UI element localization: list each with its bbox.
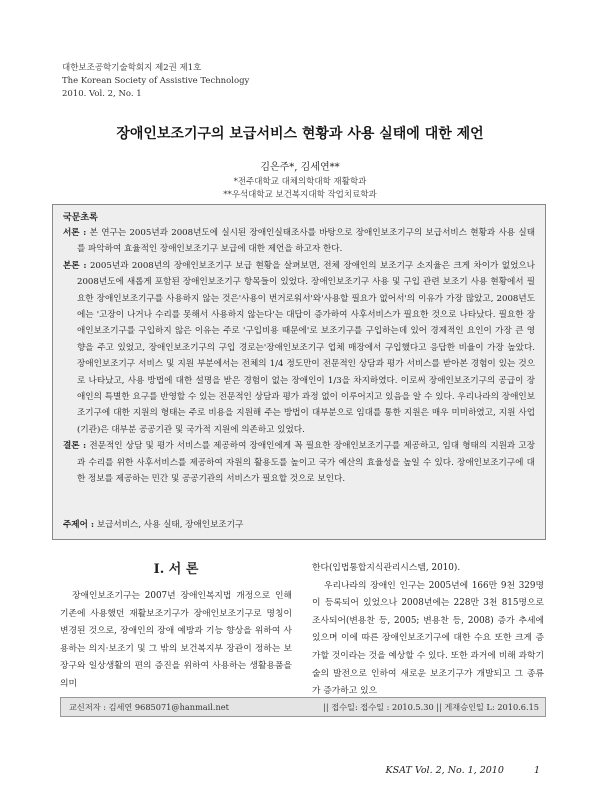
abstract-intro-text: 본 연구는 2005년과 2008년도에 실시된 장애인실태조사를 바탕으로 장애인보조기구의 보급서비스 현황과 사용 실태를 파악하여 효율적인 장애인보조기구 보급에 대한 제언을 하고자 한다.	[77, 228, 535, 255]
affiliation-1: *전주대학교 대체의학대학 재활학과	[233, 177, 367, 187]
abstract-intro	[63, 225, 535, 258]
abstract-intro-label: 서론 :	[63, 228, 87, 238]
abstract-conclusion-label: 결론 :	[63, 441, 87, 452]
abstract-box	[52, 204, 546, 540]
abstract-body-label: 본론 :	[63, 260, 87, 271]
journal-name-ko: 대한보조공학기술학회지 제2권 제1호	[62, 63, 202, 73]
intro-column-left	[60, 560, 292, 694]
journal-name-en: The Korean Society of Assistive Technology	[62, 76, 250, 86]
abstract-heading: 국문초록	[63, 213, 98, 223]
corresponding-author: 교신저자 : 김세연 9685071@hanmail.net	[69, 702, 229, 712]
journal-header	[62, 62, 249, 101]
abstract-body	[63, 258, 535, 438]
abstract-conclusion-text: 전문적인 상담 및 평가 서비스를 제공하여 장애인에게 꼭 필요한 장애인보조기구를 제공하고, 임대 형태의 지원과 고장과 수리를 위한 사후서비스를 제공하여 자원의 활용도를 높이고 국가 예산의 효율성을 높일 수 있다. 장애인보조기구에 대한 정보를 제공하는 민간 및 공공기관의 서비스가 필요할 것으로 보인다.	[77, 441, 535, 485]
affiliation-2: **우석대학교 보건복지대학 작업치료학과	[223, 190, 377, 200]
journal-citation: KSAT Vol. 2, No. 1, 2010	[385, 765, 504, 776]
correspondence-box	[60, 697, 546, 717]
intro-heading: I. 서 론	[153, 562, 199, 577]
submission-dates: || 접수일: 접수일 : 2010.5.30 || 게재승인일 L: 2010.6.15	[323, 702, 539, 712]
keywords-text: 보급서비스, 사용 실태, 장애인보조기구	[96, 520, 244, 530]
page-footer	[386, 765, 540, 776]
authors: 김은주*, 김세연**	[260, 162, 340, 173]
intro-paragraph-1: 장애인보조기구는 2007년 장애인복지법 개정으로 인해 기존에 사용했던 재활보조기구가 장애인보조기구로 명칭이 변경된 것으로, 장애인의 장애 예방과 기능 향상을 위하여 사용하는 의지·보조기 및 그 밖의 보건복지부 장관이 정하는 보장구와 일상생활의 편의 증진을 위하여 사용하는 생활용품을 의미	[60, 591, 292, 689]
intro-column-right	[312, 560, 544, 701]
paper-title: 장애인보조기구의 보급서비스 현황과 사용 실태에 대한 제언	[116, 126, 484, 142]
keywords-label: 주제어 :	[63, 520, 95, 530]
keywords	[63, 517, 243, 533]
intro-paragraph-1-cont: 한다(입법통합지식관리시스템, 2010).	[312, 563, 461, 573]
intro-paragraph-2: 우리나라의 장애인 인구는 2005년에 166만 9천 329명이 등록되어 있었으나 2008년에는 228만 3천 815명으로 조사되어(변용찬 등, 2005; 변용찬 등, 2008) 증가 추세에 있으며 이에 따른 장애인보조기구에 대한 수요 또한 크게 증가할 것이라는 것을 예상할 수 있다. 또한 과거에 비해 과학기술의 발전으로 인하여 새로운 보조기구가 개발되고 그 종류가 증가하고 있으	[312, 580, 544, 697]
page-number: 1	[533, 765, 540, 776]
abstract-conclusion	[63, 438, 535, 487]
journal-volume: 2010. Vol. 2, No. 1	[62, 89, 142, 99]
abstract-body-text: 2005년과 2008년의 장애인보조기구 보급 현황을 살펴보면, 전체 장애인의 보조기구 소지율은 크게 차이가 없었으나 2008년도에 새롭게 포함된 장애인보조기구 항목들이 있었다. 장애인보조기구 사용 및 구입 관련 보조기 사용 현황에서 필요한 장애인보조기구를 사용하지 않는 것은'사용이 번거로워서'와'사용할 필요가 없어서'의 이유가 가장 많았고, 2008년도에는 '고장이 나거나 수리를 못해서 사용하지 않는다'는 대답이 증가하여 사후서비스가 필요한 것으로 나타났다. 필요한 장애인보조기구를 구입하지 않은 이유는 주로 '구입비용 때문에'로 보조기구를 구입하는데 있어 경제적인 요인이 가장 큰 영향을 주고 있었고, 장애인보조기구의 구입 경로는'장애인보조기구 업체 매장에서 구입했다고 응답한 비율이 가장 높았다. 장애인보조기구 서비스 및 지원 부분에서는 전체의 1/4 정도만이 전문적인 상담과 평가 서비스를 받아본 경험이 있는 것으로 나타났고, 사용 방법에 대한 설명을 받은 경험이 없는 장애인이 1/3을 차지하였다. 이로써 장애인보조기구의 공급이 장애인의 특별한 요구를 반영할 수 있는 전문적인 상담과 평가 과정 없이 이루어지고 있음을 알 수 있다. 우리나라의 장애인보조기구에 대한 지원의 형태는 주로 비용을 지원해 주는 방법이 대부분으로 임대를 통한 지원은 매우 미미하였고, 지원 사업(기관)은 대부분 공공기관 및 국가적 지원에 의존하고 있었다.	[77, 260, 535, 435]
